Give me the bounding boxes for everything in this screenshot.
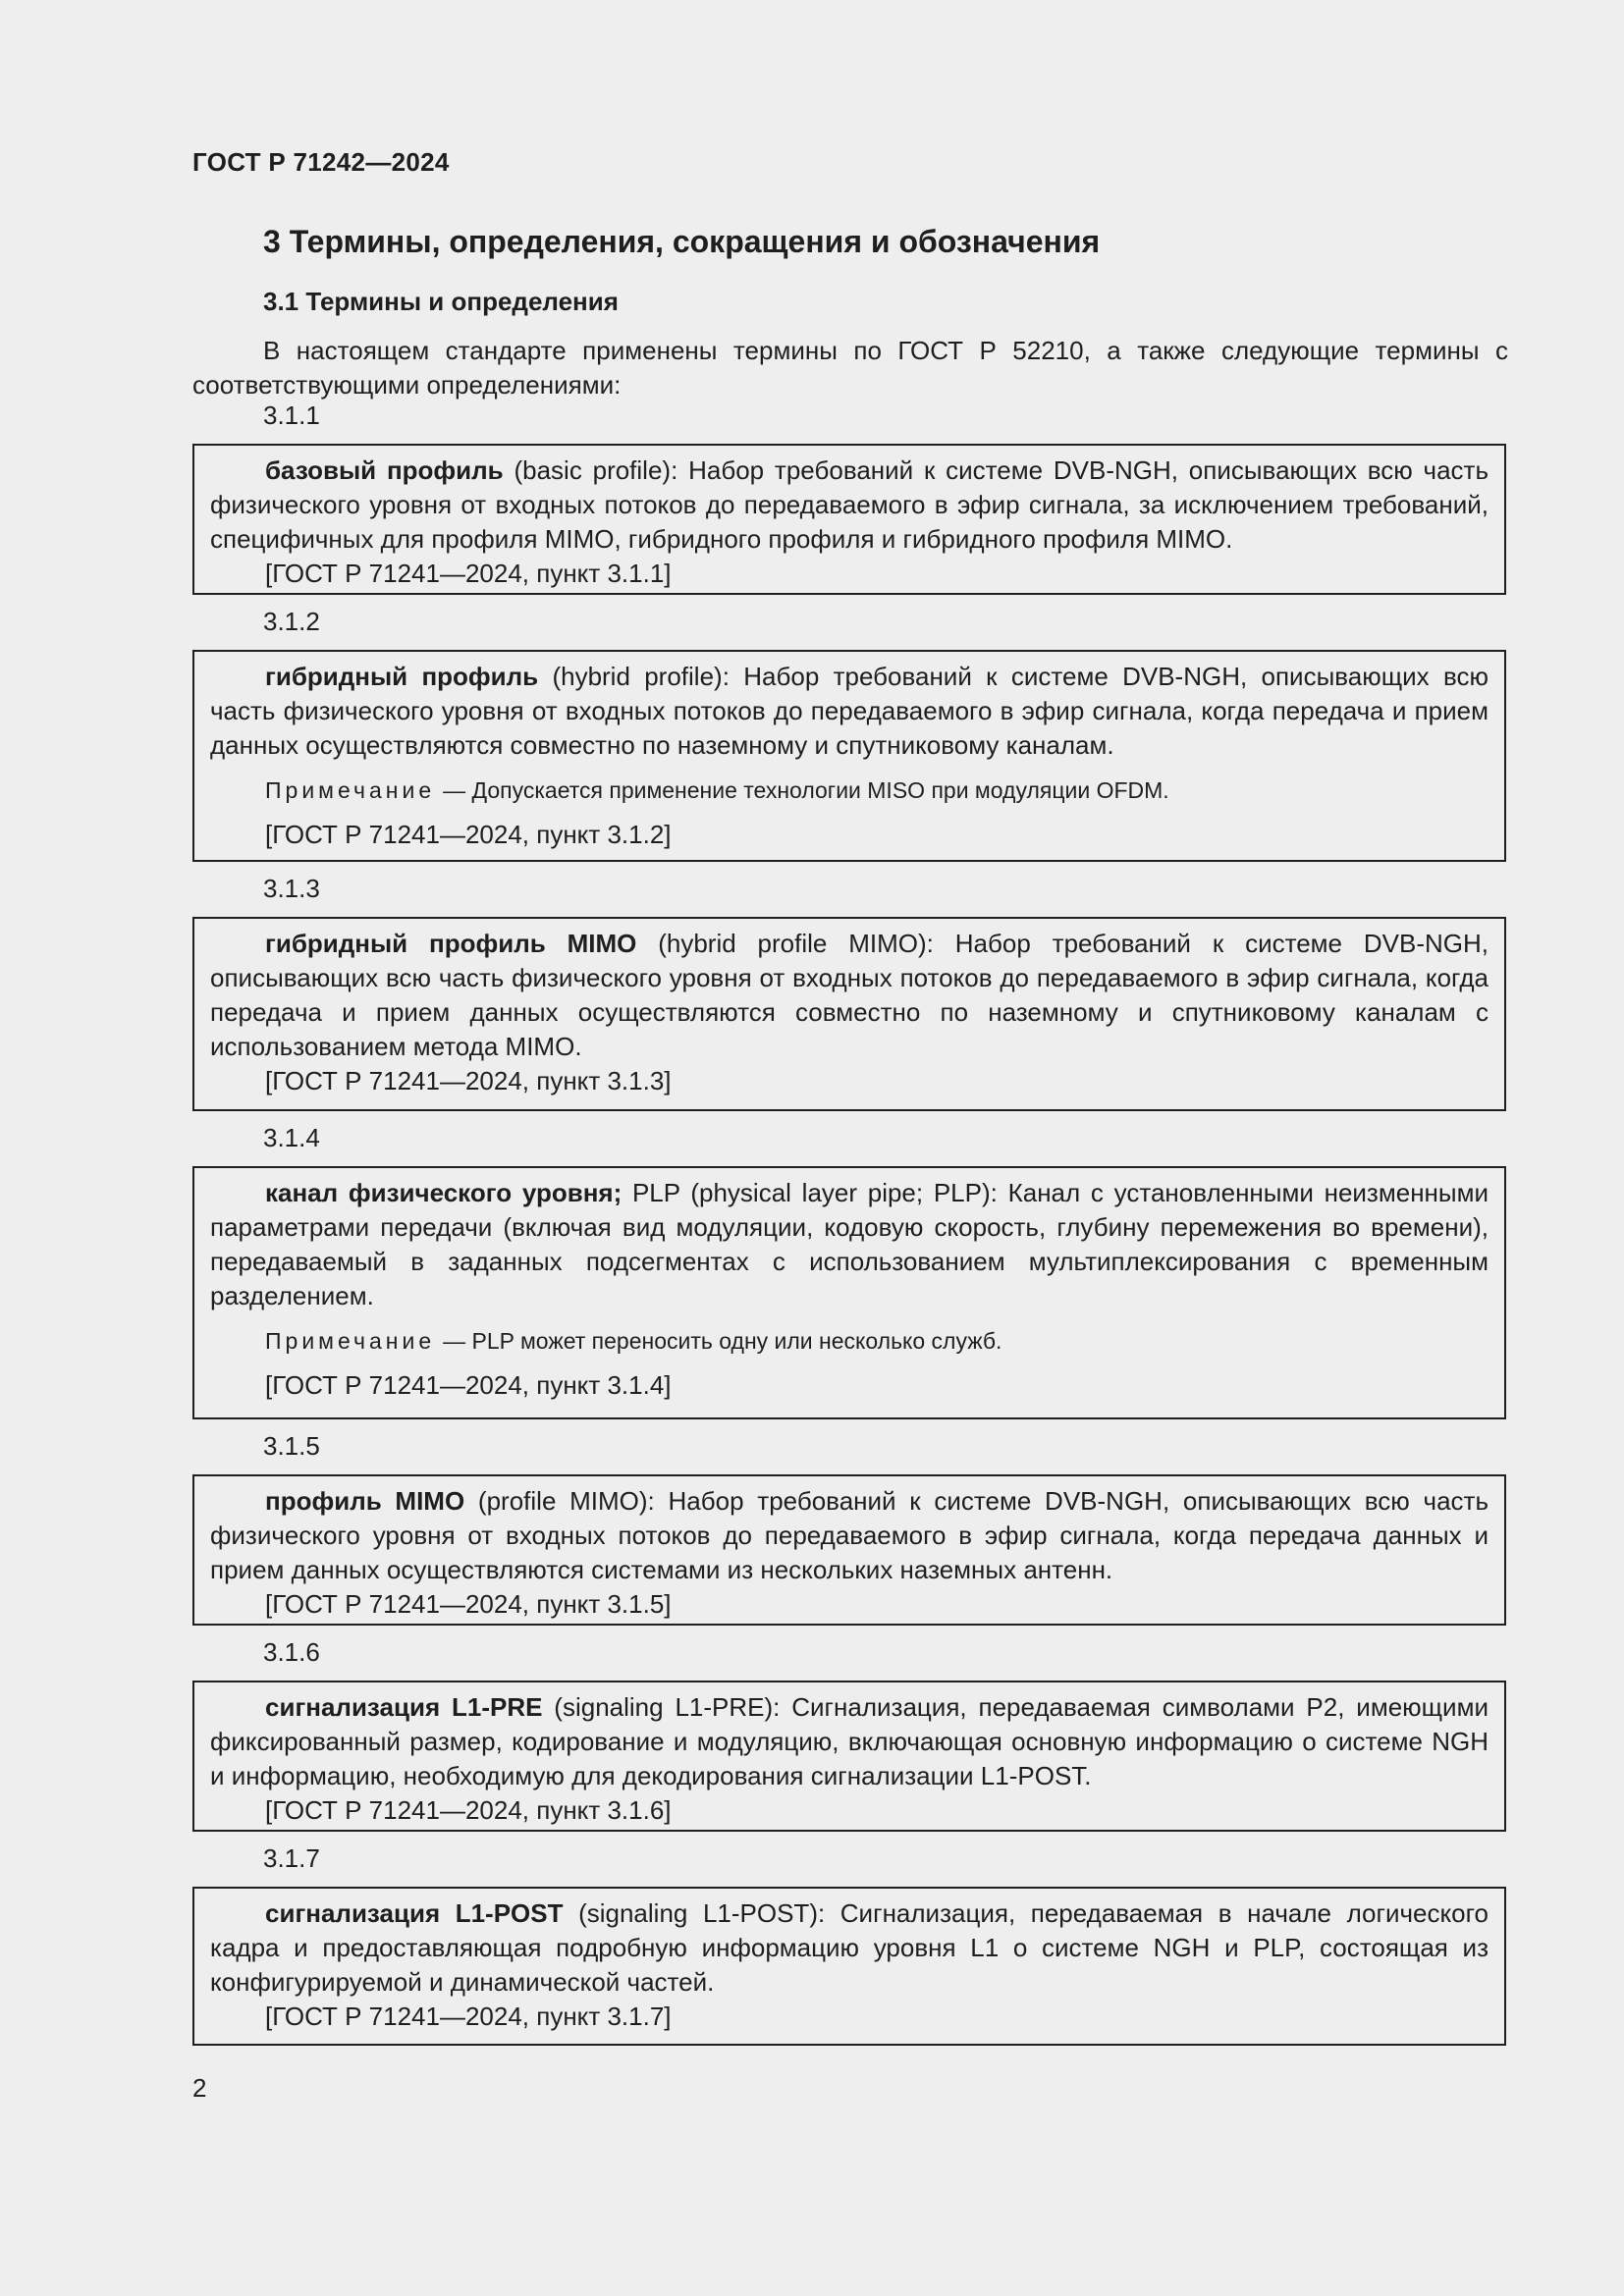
term-name: профиль MIMO — [265, 1486, 465, 1516]
term-name: базовый профиль — [265, 455, 504, 485]
term-note — [210, 1325, 1489, 1357]
term-number: 3.1.3 — [263, 874, 320, 903]
term-number: 3.1.4 — [263, 1123, 320, 1152]
term-definition-box — [192, 1887, 1506, 2046]
document-code: ГОСТ Р 71242—2024 — [192, 147, 450, 177]
term-definition-box — [192, 444, 1506, 595]
note-text: — Допускается применение технологии MISO при модуляции OFDM. — [443, 777, 1169, 803]
term-number: 3.1.2 — [263, 607, 320, 636]
term-text — [210, 660, 1489, 763]
term-name: канал физического уровня; — [265, 1178, 623, 1207]
term-reference: [ГОСТ Р 71241—2024, пункт 3.1.4] — [265, 1370, 672, 1400]
term-definition-box — [192, 1166, 1506, 1419]
term-reference: [ГОСТ Р 71241—2024, пункт 3.1.1] — [265, 559, 672, 588]
term-definition: (signaling L1-POST): Сигнализация, передаваемая в начале логического кадра и предоставляющая подробную информацию уровня L1 о системе NGH и PLP, состоящая из конфигурируемой и динамической частей. — [210, 1898, 1489, 1997]
term-number: 3.1.5 — [263, 1431, 320, 1461]
term-name: гибридный профиль MIMO — [265, 929, 637, 958]
note-text: — PLP может переносить одну или несколько служб. — [443, 1328, 1002, 1354]
term-text — [210, 927, 1489, 1064]
term-text — [210, 1896, 1489, 2000]
term-name: сигнализация L1-POST — [265, 1898, 564, 1928]
term-text — [210, 454, 1489, 557]
term-reference: [ГОСТ Р 71241—2024, пункт 3.1.5] — [265, 1589, 672, 1619]
term-definition: (hybrid profile MIMO): Набор требований к системе DVB-NGH, описывающих всю часть физического уровня от входных потоков до передаваемого в эфир сигнала, когда передача и прием данных осуществляются совместно по наземному и спутниковому каналам с использованием метода MIMO. — [210, 929, 1489, 1061]
term-reference: [ГОСТ Р 71241—2024, пункт 3.1.2] — [265, 820, 672, 849]
term-text — [210, 1484, 1489, 1587]
term-reference: [ГОСТ Р 71241—2024, пункт 3.1.7] — [265, 2002, 672, 2031]
subsection-title: 3.1 Термины и определения — [263, 287, 619, 316]
term-number: 3.1.6 — [263, 1637, 320, 1667]
note-label: Примечание — [265, 777, 436, 803]
note-label: Примечание — [265, 1328, 436, 1354]
intro-paragraph: В настоящем стандарте применены термины по ГОСТ Р 52210, а также следующие термины с соответствующими определениями: — [192, 336, 1508, 400]
term-definition: (basic profile): Набор требований к системе DVB-NGH, описывающих всю часть физического уровня от входных потоков до передаваемого в эфир сигнала, за исключением требований, специфичных для профиля MIMO, гибридного профиля и гибридного профиля MIMO. — [210, 455, 1489, 554]
term-definition-box — [192, 1681, 1506, 1832]
term-text — [210, 1176, 1489, 1313]
term-reference: [ГОСТ Р 71241—2024, пункт 3.1.3] — [265, 1066, 672, 1095]
term-number: 3.1.1 — [263, 400, 320, 430]
term-text — [210, 1690, 1489, 1793]
term-definition-box — [192, 650, 1506, 862]
term-number: 3.1.7 — [263, 1843, 320, 1873]
term-definition: (profile MIMO): Набор требований к системе DVB-NGH, описывающих всю часть физического уровня от входных потоков до передаваемого в эфир сигнала, когда передача данных и прием данных осуществляются системами из нескольких наземных антенн. — [210, 1486, 1489, 1584]
term-definition-box — [192, 917, 1506, 1111]
term-reference: [ГОСТ Р 71241—2024, пункт 3.1.6] — [265, 1795, 672, 1825]
term-definition: (signaling L1-PRE): Сигнализация, передаваемая символами P2, имеющими фиксированный размер, кодирование и модуляцию, включающая основную информацию о системе NGH и информацию, необходимую для декодирования сигнализации L1-POST. — [210, 1692, 1489, 1790]
term-definition-box — [192, 1474, 1506, 1626]
term-definition: PLP (physical layer pipe; PLP): Канал с установленными неизменными параметрами передачи (включая вид модуляции, кодовую скорость, глубину перемежения во времени), передаваемый в заданных подсегментах с использованием мультиплексирования с временным разделением. — [210, 1178, 1489, 1310]
term-name: гибридный профиль — [265, 662, 539, 691]
section-title: 3 Термины, определения, сокращения и обозначения — [263, 224, 1101, 259]
term-definition: (hybrid profile): Набор требований к системе DVB-NGH, описывающих всю часть физического уровня от входных потоков до передаваемого в эфир сигнала, когда передача и прием данных осуществляются совместно по наземному и спутниковому каналам. — [210, 662, 1489, 760]
term-name: сигнализация L1-PRE — [265, 1692, 543, 1722]
term-note — [210, 774, 1489, 806]
page-number: 2 — [192, 2073, 207, 2103]
